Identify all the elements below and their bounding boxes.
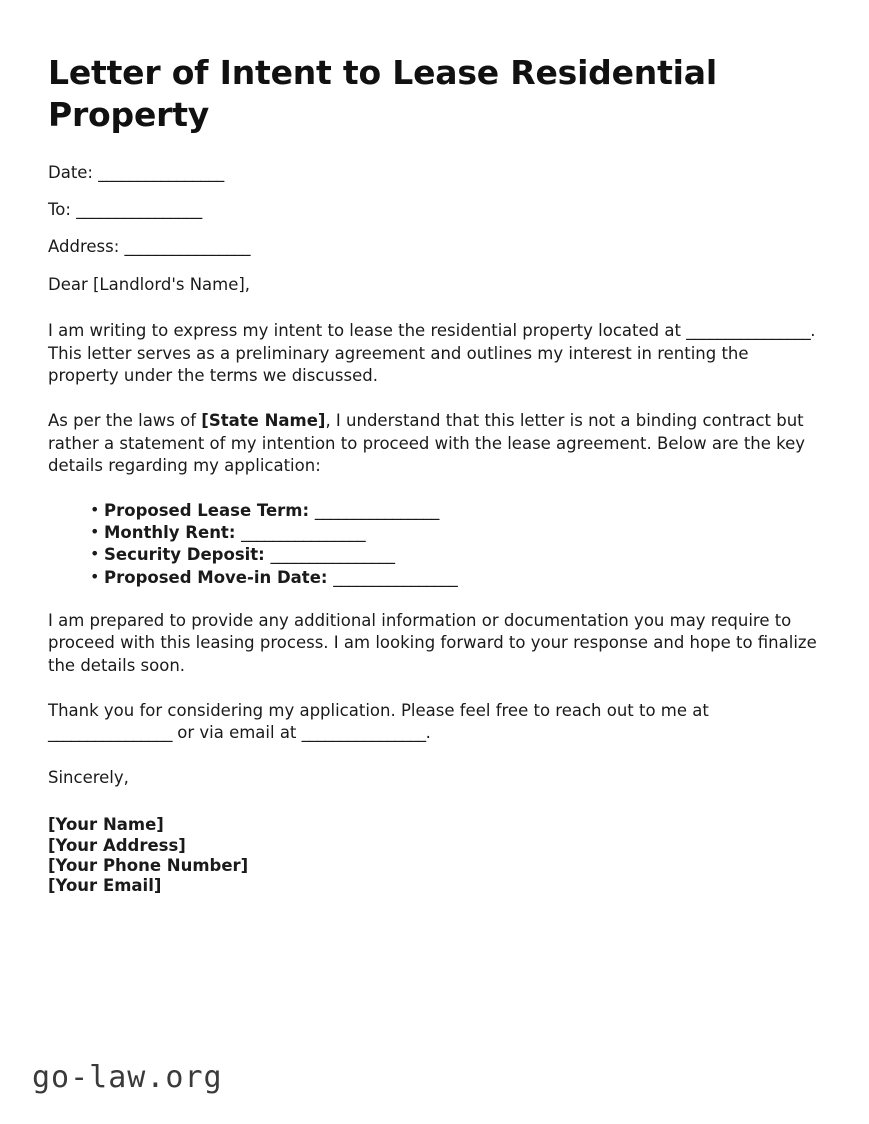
to-blank: ________________ bbox=[76, 199, 202, 219]
date-label: Date: bbox=[48, 163, 99, 183]
paragraph-contact-part2: or via email at bbox=[172, 723, 302, 743]
paragraph-additional-info: I am prepared to provide any additional information or documentation you may require to proceed with this leasing process. I am looking forward to your response and hope to finalize the details soon. bbox=[48, 610, 817, 676]
address-label: Address: bbox=[48, 236, 125, 256]
phone-blank: ________________ bbox=[48, 723, 172, 743]
paragraph-contact bbox=[48, 700, 823, 745]
address-blank: ________________ bbox=[124, 236, 251, 256]
signature-email: [Your Email] bbox=[48, 876, 162, 896]
address-field-row bbox=[48, 235, 823, 260]
paragraph-contact-part1: Thank you for considering my application. Please feel free to reach out to me at bbox=[48, 700, 709, 720]
date-field-row bbox=[48, 161, 823, 186]
detail-label-move-in-date: Proposed Move-in Date: bbox=[104, 567, 334, 587]
detail-blank-monthly-rent: ________________ bbox=[241, 523, 366, 542]
signature-phone: [Your Phone Number] bbox=[48, 855, 249, 875]
closing-salutation: Sincerely, bbox=[48, 767, 129, 787]
signature-name: [Your Name] bbox=[48, 815, 164, 835]
detail-label-monthly-rent: Monthly Rent: bbox=[104, 523, 242, 542]
detail-label-security-deposit: Security Deposit: bbox=[104, 545, 271, 565]
to-field-row bbox=[48, 198, 823, 223]
site-watermark: go-law.org bbox=[32, 1060, 223, 1095]
signature-address: [Your Address] bbox=[48, 835, 186, 855]
to-label: To: bbox=[48, 199, 77, 219]
detail-blank-security-deposit: ________________ bbox=[270, 545, 395, 565]
salutation: Dear [Landlord's Name], bbox=[48, 275, 251, 295]
list-item bbox=[90, 500, 823, 521]
page-title: Letter of Intent to Lease Residential Property bbox=[48, 53, 717, 134]
email-blank: ________________ bbox=[301, 723, 426, 743]
state-name-placeholder: [State Name] bbox=[201, 410, 326, 430]
detail-blank-lease-term: ________________ bbox=[314, 500, 439, 520]
list-item bbox=[90, 567, 823, 588]
document-content bbox=[48, 52, 823, 897]
property-address-blank: ________________ bbox=[686, 321, 811, 341]
paragraph-intent bbox=[48, 320, 823, 388]
list-item bbox=[90, 522, 823, 543]
paragraph-state-law-part2: , I understand that this letter is not a binding contract but rather a statement of my intention to proceed with the lease agreement. Below are the key details regarding my application: bbox=[48, 410, 806, 476]
lease-details-list bbox=[48, 500, 823, 588]
date-blank: ________________ bbox=[98, 163, 224, 183]
detail-label-lease-term: Proposed Lease Term: bbox=[104, 500, 315, 520]
paragraph-contact-part3: . bbox=[425, 723, 431, 743]
paragraph-intent-part1: I am writing to express my intent to lease the residential property located at bbox=[48, 321, 687, 341]
paragraph-intent-part2: . This letter serves as a preliminary agreement and outlines my interest in renting the property under the terms we discussed. bbox=[48, 321, 816, 386]
list-item bbox=[90, 544, 823, 565]
detail-blank-move-in-date: ________________ bbox=[333, 567, 458, 587]
paragraph-state-law-part1: As per the laws of bbox=[48, 410, 202, 430]
signature-block bbox=[48, 815, 823, 896]
paragraph-state-law bbox=[48, 410, 823, 478]
